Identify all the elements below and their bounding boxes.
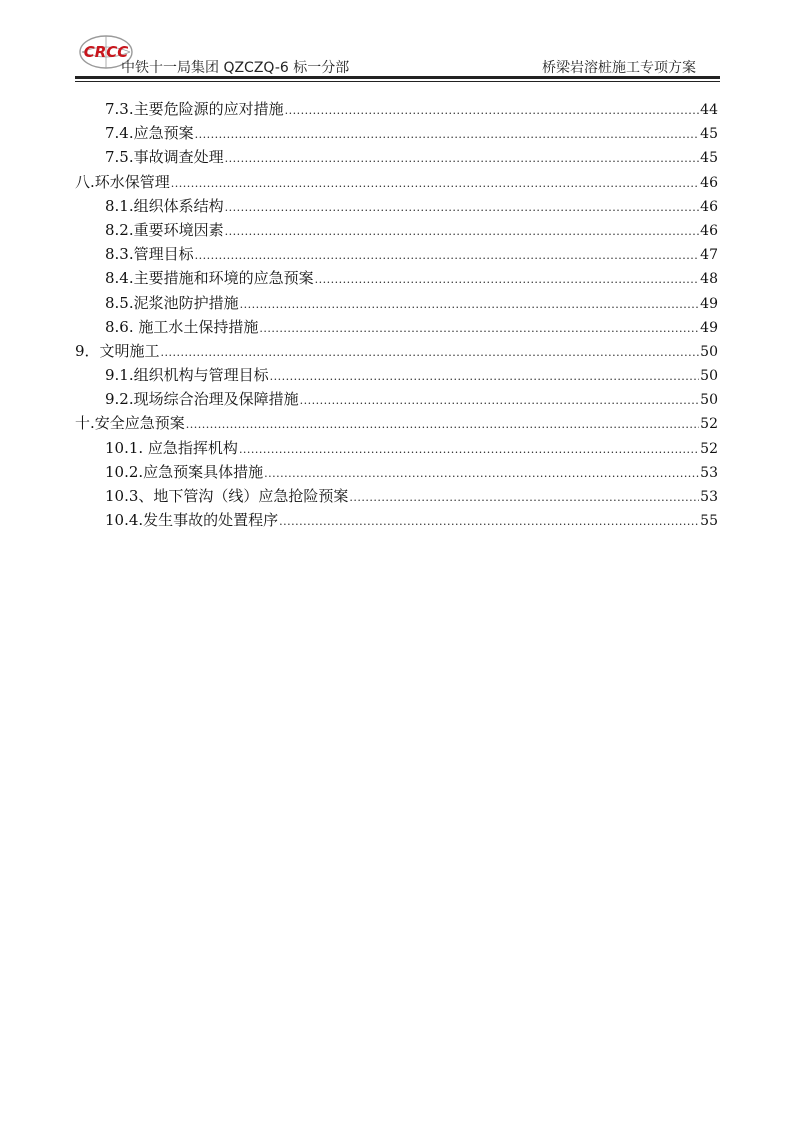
toc-entry-label: 十.安全应急预案: [75, 414, 185, 433]
toc-entry[interactable]: [75, 291, 718, 315]
toc-leader-dots: [315, 268, 700, 292]
toc-entry-label: 9．文明施工: [75, 341, 160, 360]
toc-leader-dots: [259, 317, 699, 341]
toc-entry-label: 8.4.主要措施和环境的应急预案: [105, 269, 314, 288]
toc-entry[interactable]: [75, 218, 718, 242]
toc-entry-label: 10.4.发生事故的处置程序: [105, 511, 279, 530]
header-rule-thin: [75, 81, 720, 82]
toc-entry[interactable]: [75, 145, 718, 169]
toc-entry[interactable]: [75, 484, 718, 508]
toc-entry-label: 10.1. 应急指挥机构: [105, 438, 238, 457]
toc-entry-page: 49: [700, 319, 718, 336]
toc-entry-page: 55: [700, 513, 718, 530]
toc-entry[interactable]: [75, 315, 718, 339]
toc-entry-label: 8.2.重要环境因素: [105, 220, 224, 239]
toc-leader-dots: [285, 99, 700, 123]
toc-entry-label: 7.3.主要危险源的应对措施: [105, 100, 284, 118]
toc-leader-dots: [195, 123, 700, 147]
toc-entry-page: 52: [700, 416, 718, 433]
toc-entry-label: 八.环水保管理: [75, 172, 170, 191]
toc-leader-dots: [186, 413, 699, 437]
toc-leader-dots: [279, 510, 699, 534]
toc-entry-page: 52: [700, 440, 718, 457]
toc-entry[interactable]: [75, 194, 718, 218]
toc-entry-page: 49: [700, 295, 718, 312]
toc-entry-page: 45: [700, 126, 718, 143]
table-of-contents: [75, 97, 718, 532]
toc-entry-label: 10.3、地下管沟（线）应急抢险预案: [105, 487, 349, 505]
toc-entry-page: 46: [700, 222, 718, 239]
toc-leader-dots: [225, 196, 700, 220]
toc-leader-dots: [225, 147, 700, 171]
toc-entry-label: 9.2.现场综合治理及保障措施: [105, 390, 299, 409]
header-rule-thick: [75, 76, 720, 79]
toc-leader-dots: [240, 293, 700, 317]
toc-entry[interactable]: [75, 436, 718, 460]
toc-entry-page: 46: [700, 174, 718, 191]
toc-entry[interactable]: [75, 411, 718, 435]
toc-leader-dots: [264, 462, 699, 486]
toc-entry[interactable]: [75, 266, 718, 290]
company-name: 中铁十一局集团 QZCZQ-6 标一分部: [121, 60, 350, 76]
toc-entry-page: 50: [700, 392, 718, 409]
document-title: 桥梁岩溶桩施工专项方案: [542, 60, 696, 76]
toc-entry-page: 44: [700, 102, 718, 118]
toc-entry-label: 8.6. 施工水土保持措施: [105, 317, 259, 336]
toc-entry-page: 48: [700, 271, 718, 288]
toc-entry-label: 8.3.管理目标: [105, 245, 194, 264]
toc-entry[interactable]: [75, 508, 718, 532]
toc-leader-dots: [161, 341, 700, 365]
toc-entry[interactable]: [75, 460, 718, 484]
toc-leader-dots: [270, 365, 700, 389]
toc-entry-label: 10.2.应急预案具体措施: [105, 462, 264, 481]
toc-entry[interactable]: [75, 170, 718, 194]
toc-entry-page: 50: [700, 343, 718, 360]
page-header: [75, 30, 720, 80]
toc-entry-label: 8.5.泥浆池防护措施: [105, 293, 239, 312]
toc-leader-dots: [239, 438, 699, 462]
toc-entry-label: 7.4.应急预案: [105, 124, 194, 143]
toc-entry-page: 46: [700, 198, 718, 215]
toc-entry-page: 50: [700, 368, 718, 385]
toc-leader-dots: [195, 244, 700, 268]
toc-entry[interactable]: [75, 242, 718, 266]
toc-leader-dots: [225, 220, 700, 244]
toc-entry-label: 7.5.事故调查处理: [105, 148, 224, 167]
toc-entry-page: 53: [700, 489, 718, 505]
toc-entry-page: 47: [700, 247, 718, 264]
toc-entry[interactable]: [75, 387, 718, 411]
toc-entry[interactable]: [75, 339, 718, 363]
toc-entry[interactable]: [75, 97, 718, 121]
toc-leader-dots: [300, 389, 700, 413]
toc-entry-label: 9.1.组织机构与管理目标: [105, 366, 269, 385]
toc-entry-label: 8.1.组织体系结构: [105, 196, 224, 215]
toc-leader-dots: [171, 172, 699, 196]
toc-leader-dots: [349, 486, 699, 510]
toc-entry[interactable]: [75, 363, 718, 387]
svg-text:CRCC: CRCC: [83, 43, 129, 61]
toc-entry-page: 45: [700, 150, 718, 167]
toc-entry[interactable]: [75, 121, 718, 145]
toc-entry-page: 53: [700, 464, 718, 481]
